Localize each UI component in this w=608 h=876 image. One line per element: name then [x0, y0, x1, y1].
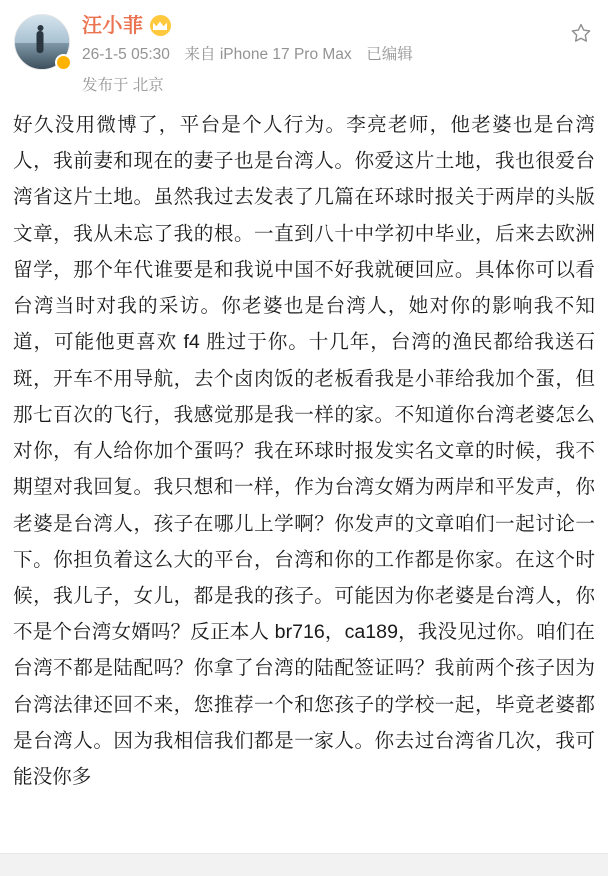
post-meta	[82, 45, 594, 66]
post-location: 发布于 北京	[82, 76, 164, 94]
author-name[interactable]: 汪小菲	[82, 14, 144, 37]
post-header	[0, 0, 608, 101]
crown-icon	[150, 15, 171, 36]
star-icon[interactable]	[570, 22, 592, 44]
header-text	[82, 14, 594, 95]
post-content: 好久没用微博了，平台是个人行为。李亮老师，他老婆也是台湾人，我前妻和现在的妻子也是台湾人。你爱这片土地，我也很爱台湾省这片土地。虽然我过去发表了几篇在环球时报关于两岸的头版文章，我从未忘了我的根。一直到八十中学初中毕业，后来去欧洲留学，那个年代谁要是和我说中国不好我就硬回应。具体你可以看台湾当时对我的采访。你老婆也是台湾人，她对你的影响我不知道，可能他更喜欢 f4 胜过于你。十几年，台湾的渔民都给我送石斑，开车不用导航，去个卤肉饭的老板看我是小菲给我加个蛋，但那七百次的飞行，我感觉那是我一样的家。不知道你台湾老婆怎么对你，有人给你加个蛋吗？我在环球时报发实名文章的时候，我不期望对我回复。我只想和一样，作为台湾女婿为两岸和平发声，你老婆是台湾人，孩子在哪儿上学啊？你发声的文章咱们一起讨论一下。你担负着这么大的平台，台湾和你的工作都是你家。在这个时候，我儿子，女儿，都是我的孩子。可能因为你老婆是台湾人，你不是个台湾女婿吗？反正本人 br716，ca189，我没见过你。咱们在台湾不都是陆配吗？你拿了台湾的陆配签证吗？我前两个孩子因为台湾法律还回不来，您推荐一个和您孩子的学校一起，毕竟老婆都是台湾人。因为我相信我们都是一家人。你去过台湾省几次，我可能没你多	[13, 113, 595, 789]
verified-badge-icon	[55, 54, 72, 71]
name-row	[82, 15, 594, 36]
avatar-photo-figure	[37, 31, 44, 53]
footer-bar	[0, 853, 608, 876]
post-source[interactable]: 来自 iPhone 17 Pro Max	[184, 46, 352, 63]
avatar-wrap[interactable]	[14, 14, 70, 70]
post-edited-flag: 已编辑	[366, 46, 413, 63]
post-timestamp: 26-1-5 05:30	[82, 46, 170, 63]
